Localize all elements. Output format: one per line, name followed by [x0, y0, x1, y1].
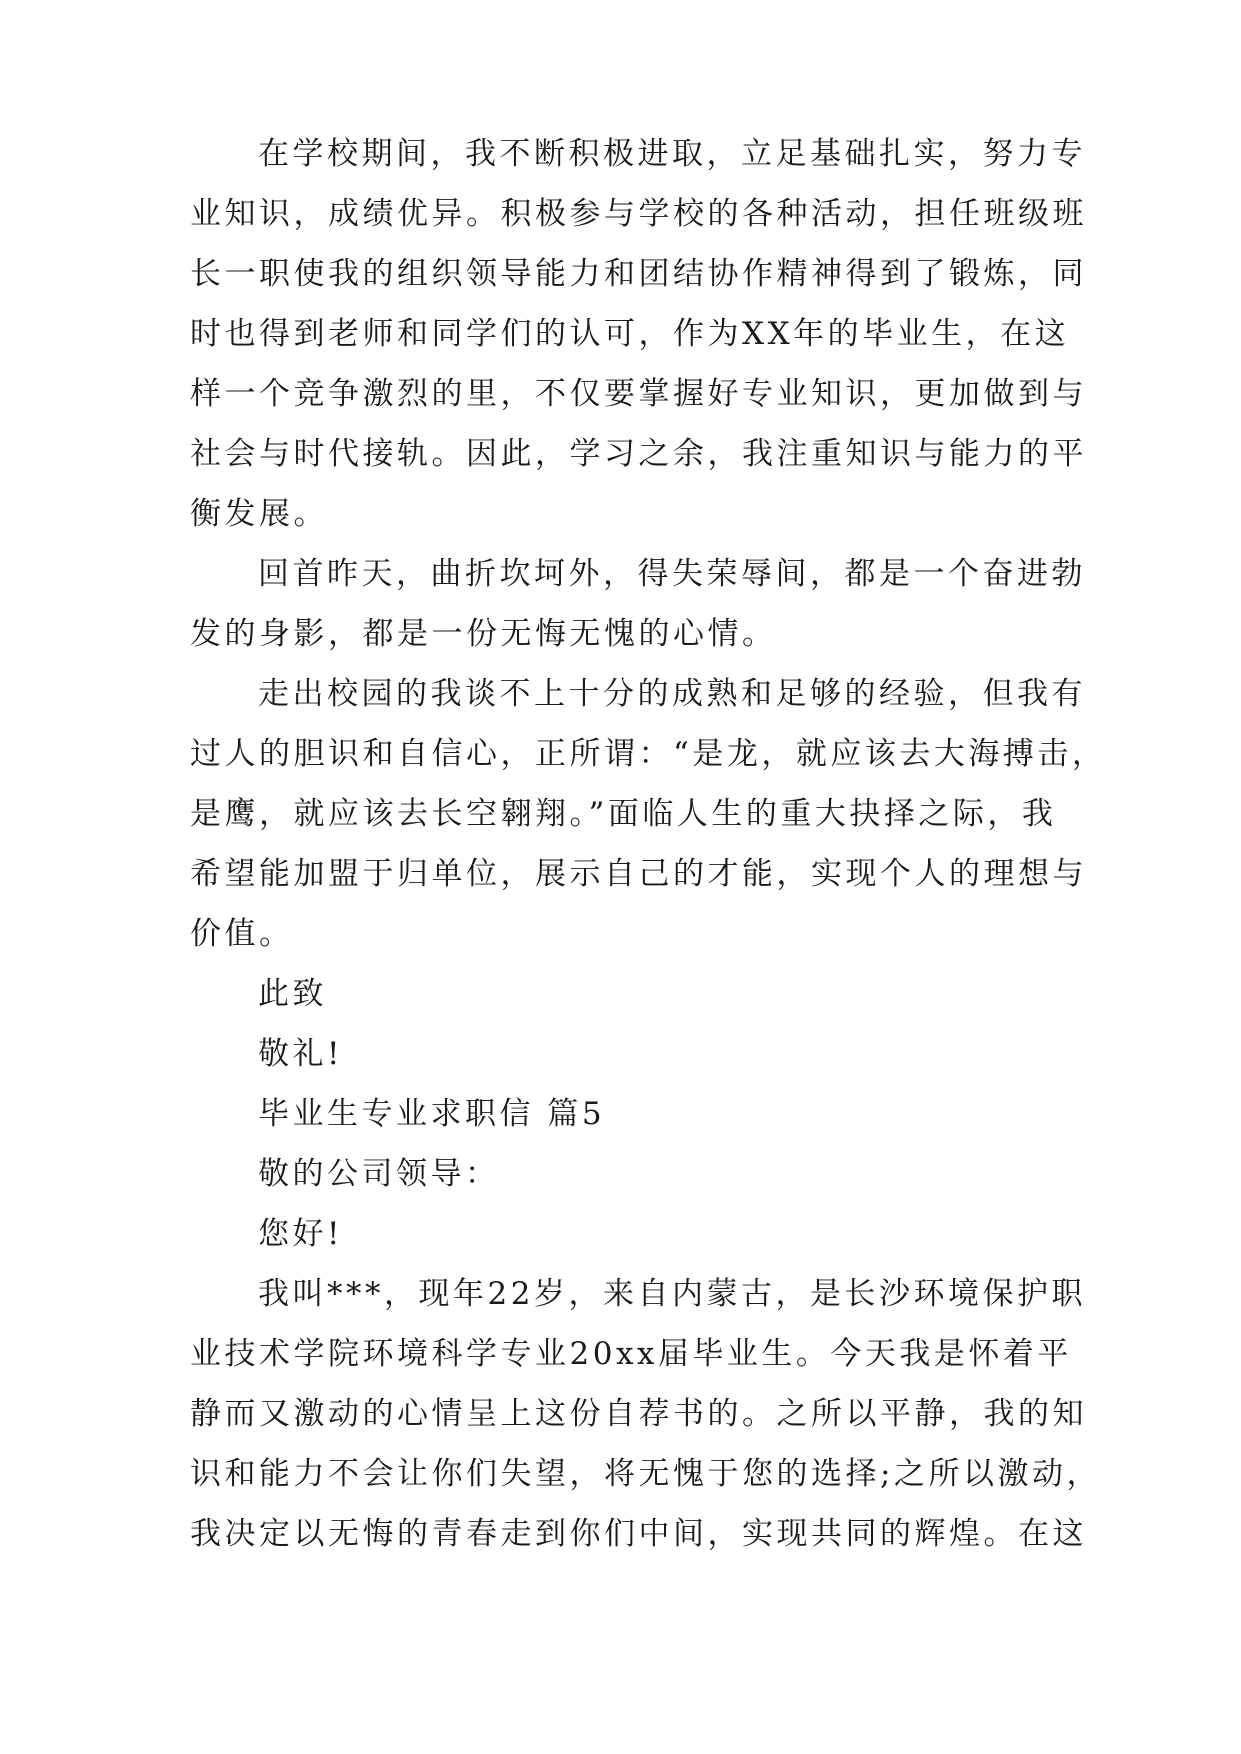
greeting-line: 您好! — [258, 1216, 343, 1252]
paragraph-leaving-campus — [190, 664, 1107, 964]
closing-salutation — [190, 964, 1052, 1024]
paragraph-school-period — [190, 124, 1087, 544]
document-body — [190, 124, 1107, 1564]
text-line: 识和能力不会让你们失望，将无愧于您的选择;之所以激动， — [190, 1456, 1101, 1492]
text-line: 我叫***，现年22岁，来自内蒙古，是长沙环境保护职 — [258, 1276, 1086, 1312]
letter-greeting — [190, 1144, 1052, 1204]
text-line: 业技术学院环境科学专业20xx届毕业生。今天我是怀着平 — [190, 1336, 1072, 1372]
closing-regards — [190, 1024, 1052, 1084]
letter-hello — [190, 1204, 1052, 1264]
closing-line: 此致 — [258, 976, 327, 1012]
section-title: 毕业生专业求职信 篇5 — [258, 1096, 606, 1132]
text-line: 在学校期间，我不断积极进取，立足基础扎实，努力专 — [258, 136, 1086, 172]
text-line: 业知识，成绩优异。积极参与学校的各种活动，担任班级班 — [190, 196, 1087, 232]
greeting-line: 敬的公司领导： — [258, 1156, 500, 1192]
text-line: 衡发展。 — [190, 496, 328, 532]
text-line: 走出校园的我谈不上十分的成熟和足够的经验，但我有 — [258, 676, 1086, 712]
text-line: 是鹰，就应该去长空翱翔。”面临人生的重大抉择之际，我 — [190, 796, 1057, 832]
closing-line: 敬礼! — [258, 1036, 343, 1072]
text-line: 我决定以无悔的青春走到你们中间，实现共同的辉煌。在这 — [190, 1516, 1087, 1552]
text-line: 价值。 — [190, 916, 294, 952]
text-line: 长一职使我的组织领导能力和团结协作精神得到了锻炼，同 — [190, 256, 1087, 292]
text-line: 社会与时代接轨。因此，学习之余，我注重知识与能力的平 — [190, 436, 1087, 472]
text-line: 发的身影，都是一份无悔无愧的心情。 — [190, 616, 777, 652]
text-line: 静而又激动的心情呈上这份自荐书的。之所以平静，我的知 — [190, 1396, 1087, 1432]
text-line: 样一个竞争激烈的里，不仅要掌握好专业知识，更加做到与 — [190, 376, 1087, 412]
text-line: 回首昨天，曲折坎坷外，得失荣辱间，都是一个奋进勃 — [258, 556, 1086, 592]
text-line: 过人的胆识和自信心，正所谓：“是龙，就应该去大海搏击， — [190, 736, 1107, 772]
paragraph-self-intro — [190, 1264, 1101, 1564]
section-heading — [190, 1084, 1052, 1144]
paragraph-looking-back — [190, 544, 1086, 664]
text-line: 时也得到老师和同学们的认可，作为XX年的毕业生，在这 — [190, 316, 1070, 352]
text-line: 希望能加盟于归单位，展示自己的才能，实现个人的理想与 — [190, 856, 1087, 892]
